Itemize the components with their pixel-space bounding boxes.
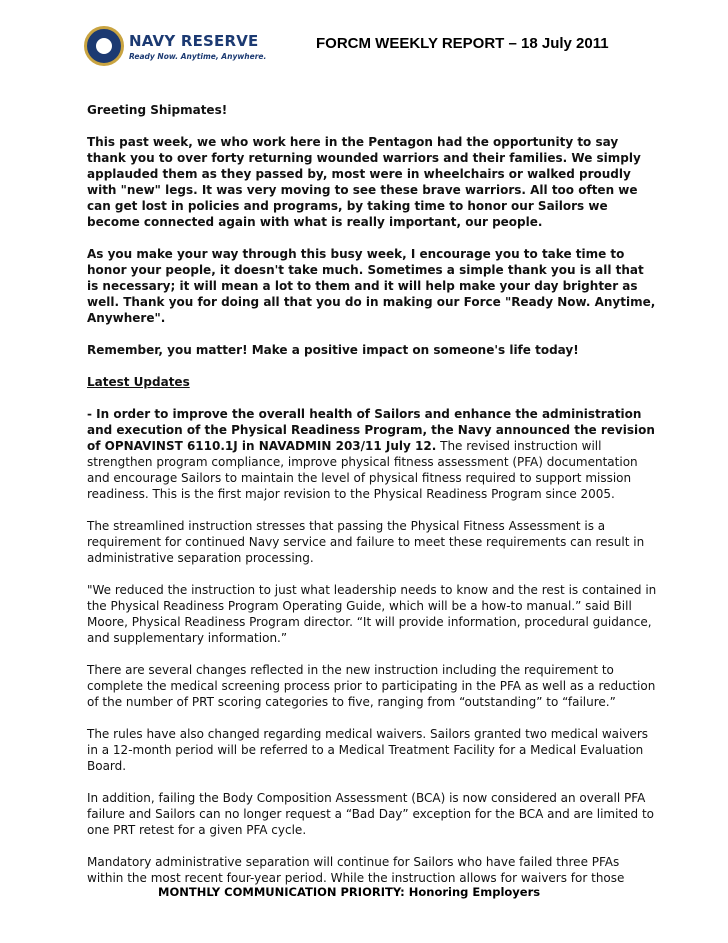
paragraph-changes: There are several changes reflected in the new instruction including the requirement to complete the medical screening process prior to participating in the PFA as well as a reduction of the number of PRT scoring categories to five, ranging from “outstanding” to “failure.” <box>87 663 656 709</box>
paragraph-pentagon: This past week, we who work here in the Pentagon had the opportunity to say thank you to over forty returning wounded warriors and their families. We simply applauded them as they passed by, most were in wheelchairs or walked proudly with "new" legs. It was very moving to see these brave warriors. All too often we can get lost in policies and programs, by taking time to honor our Sailors we become connected again with what is really important, our people. <box>87 135 641 229</box>
paragraph-remember: Remember, you matter! Make a positive impact on someone's life today! <box>87 343 579 357</box>
paragraph-bca: In addition, failing the Body Composition Assessment (BCA) is now considered an overall PFA failure and Sailors can no longer request a “Bad Day” exception for the BCA and are limited to one PRT retest for a given PFA cycle. <box>87 791 655 837</box>
update-lead-rest: The revised instruction will strengthen program compliance, improve physical fitness assessment (PFA) documentation and encourage Sailors to maintain the level of physical fitness required to support mission readiness. This is the first major revision to the Physical Readiness Program since 2005. <box>87 439 638 501</box>
seal-center <box>94 36 114 56</box>
logo-tagline: Ready Now. Anytime, Anywhere. <box>129 52 267 61</box>
report-title: FORCM WEEKLY REPORT – 18 July 2011 <box>316 35 609 52</box>
paragraph-pfa-requirement: The streamlined instruction stresses that passing the Physical Fitness Assessment is a requirement for continued Navy service and failure to meet these requirements can result in administrative separation processing. <box>87 519 645 565</box>
latest-updates-heading: Latest Updates <box>87 375 190 389</box>
greeting: Greeting Shipmates! <box>87 103 228 117</box>
navy-reserve-logo <box>63 19 277 75</box>
paragraph-quote: "We reduced the instruction to just what leadership needs to know and the rest is contained in the Physical Readiness Program Operating Guide, which will be a how-to manual.” said Bill Moore, Physical Readiness Program director. “It will provide information, procedural guidance, and supplementary information.” <box>87 583 657 645</box>
report-body <box>87 102 657 902</box>
update-lead-bold: - In order to improve the overall health of Sailors and enhance the administration and execution of the Physical Readiness Program, the Navy announced the revision of OPNAVINST 6110.1J in NAVADMIN 203/11 July 12. <box>87 407 655 453</box>
paragraph-separation: Mandatory administrative separation will continue for Sailors who have failed three PFAs within the most recent four-year period. While the instruction allows for waivers for those <box>87 855 625 885</box>
paragraph-prp-update <box>87 406 657 502</box>
paragraph-medical-waivers: The rules have also changed regarding medical waivers. Sailors granted two medical waivers in a 12-month period will be referred to a Medical Treatment Facility for a Medical Evaluation Board. <box>87 727 649 773</box>
logo-title: NAVY RESERVE <box>129 32 259 50</box>
navy-seal-icon <box>84 26 124 66</box>
paragraph-encourage: As you make your way through this busy week, I encourage you to take time to honor your people, it doesn't take much. Sometimes a simple thank you is all that is necessary; it will mean a lot to them and it will help make your day brighter as well. Thank you for doing all that you do in making our Force "Ready Now. Anytime, Anywhere". <box>87 247 656 325</box>
footer-priority: MONTHLY COMMUNICATION PRIORITY: Honoring Employers <box>158 885 541 899</box>
